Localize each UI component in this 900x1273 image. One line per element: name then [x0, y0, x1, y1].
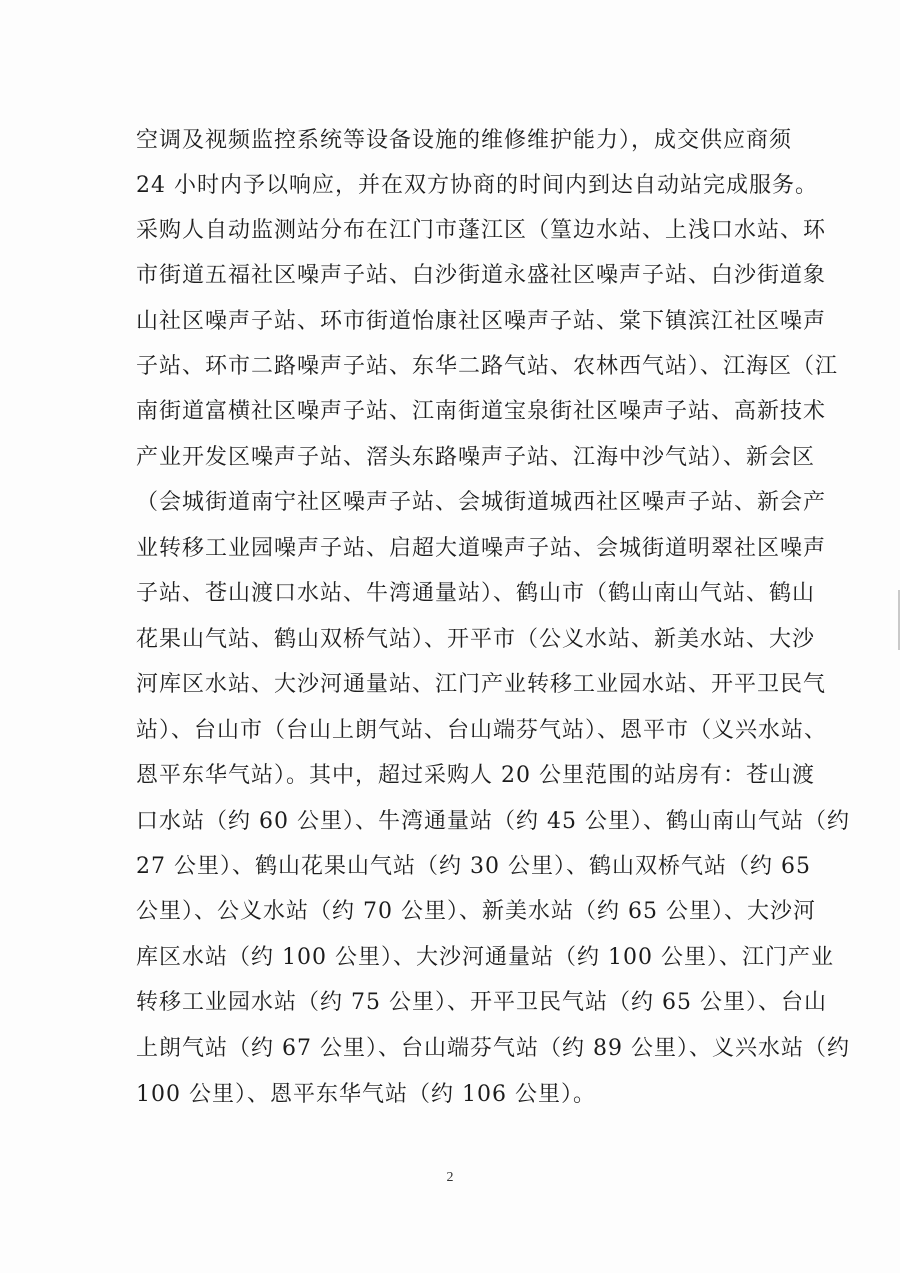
body-text-line: 上朗气站（约 67 公里）、台山端芬气站（约 89 公里）、义兴水站（约 — [136, 1036, 850, 1061]
body-text-line: 采购人自动监测站分布在江门市蓬江区（篁边水站、上浅口水站、环 — [136, 218, 827, 243]
body-text-line: 山社区噪声子站、环市街道怡康社区噪声子站、棠下镇滨江社区噪声 — [136, 309, 827, 334]
body-text-line: 花果山气站、鹤山双桥气站）、开平市（公义水站、新美水站、大沙 — [136, 627, 816, 652]
body-text-line: 转移工业园水站（约 75 公里）、开平卫民气站（约 65 公里）、台山 — [136, 990, 827, 1015]
body-text-line: 100 公里）、恩平东华气站（约 106 公里）。 — [136, 1082, 596, 1107]
body-text-line: 公里）、公义水站（约 70 公里）、新美水站（约 65 公里）、大沙河 — [136, 899, 816, 924]
body-text-line: 恩平东华气站）。其中，超过采购人 20 公里范围的站房有：苍山渡 — [136, 763, 815, 788]
body-text-line: 南街道富横社区噪声子站、江南街道宝泉街社区噪声子站、高新技术 — [136, 399, 827, 424]
body-text-line: 口水站（约 60 公里）、牛湾通量站（约 45 公里）、鹤山南山气站（约 — [136, 809, 850, 834]
body-text-line: 24 小时内予以响应，并在双方协商的时间内到达自动站完成服务。 — [136, 173, 818, 198]
body-text-line: 河库区水站、大沙河通量站、江门产业转移工业园水站、开平卫民气 — [136, 672, 827, 697]
body-text-line: 子站、环市二路噪声子站、东华二路气站、农林西气站）、江海区（江 — [136, 354, 839, 379]
body-text-line: 业转移工业园噪声子站、启超大道噪声子站、会城街道明翠社区噪声 — [136, 536, 827, 561]
page-number: 2 — [446, 1170, 454, 1185]
body-text-line: 库区水站（约 100 公里）、大沙河通量站（约 100 公里）、江门产业 — [136, 945, 834, 970]
body-text-line: （会城街道南宁社区噪声子站、会城街道城西社区噪声子站、新会产 — [136, 490, 827, 515]
body-text-line: 27 公里）、鹤山花果山气站（约 30 公里）、鹤山双桥气站（约 65 — [136, 854, 811, 879]
body-text-line: 子站、苍山渡口水站、牛湾通量站）、鹤山市（鹤山南山气站、鹤山 — [136, 581, 816, 606]
body-text-line: 空调及视频监控系统等设备设施的维修维护能力），成交供应商须 — [136, 128, 793, 153]
body-text-line: 市街道五福社区噪声子站、白沙街道永盛社区噪声子站、白沙街道象 — [136, 263, 827, 288]
body-text-line: 站）、台山市（台山上朗气站、台山端芬气站）、恩平市（义兴水站、 — [136, 718, 828, 743]
body-text-line: 产业开发区噪声子站、滘头东路噪声子站、江海中沙气站）、新会区 — [136, 445, 816, 470]
